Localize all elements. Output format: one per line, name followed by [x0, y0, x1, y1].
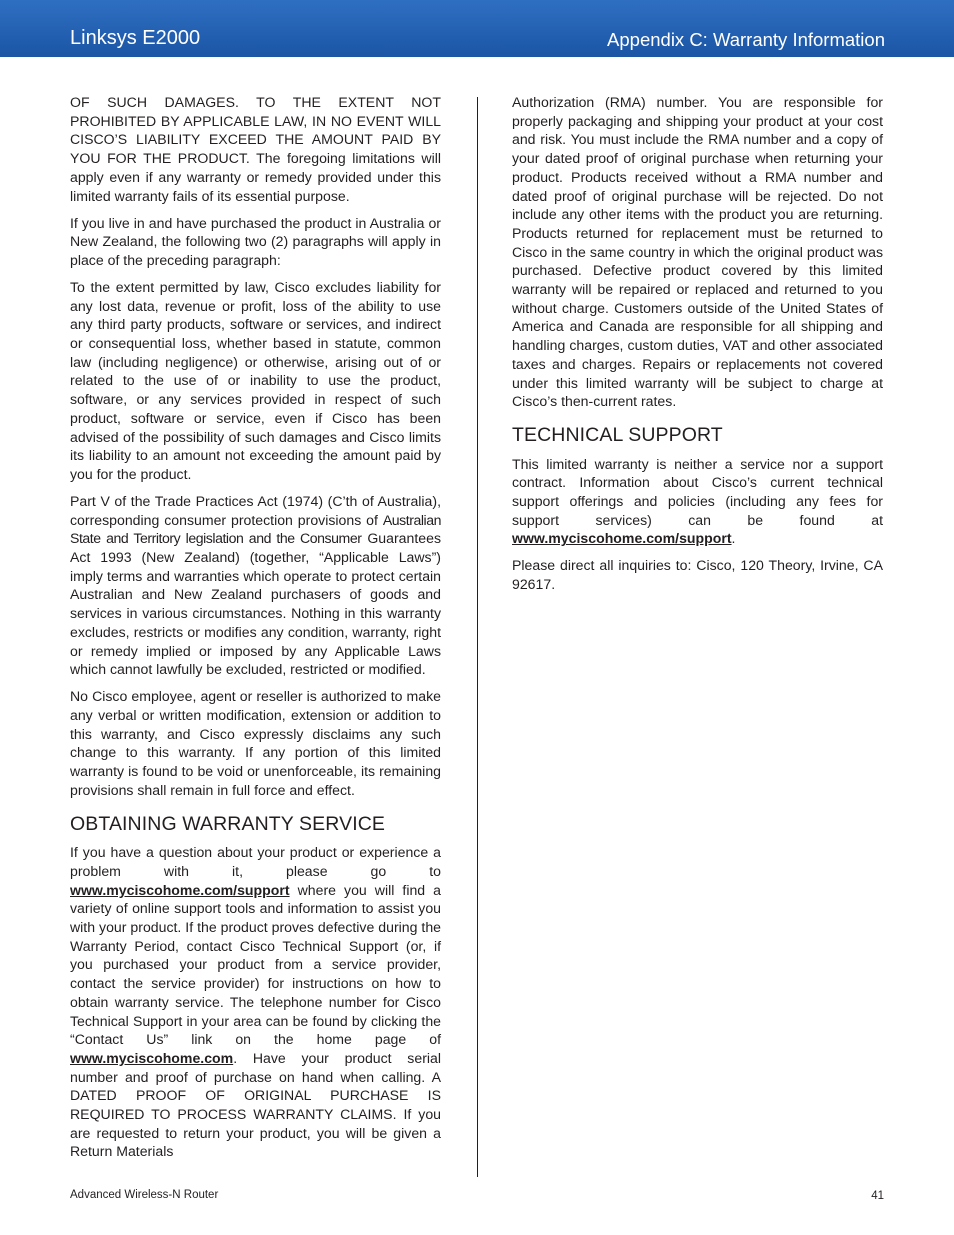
- paragraph: To the extent permitted by law, Cisco excludes liability for any lost data, revenue or profit, loss of the ability to use any third party products, software or services, and indirect or consequential loss, whether based in statute, common law (including negligence) or otherwise, arising out of or related to the use of or inability to use the product, software, or any services provided in respect of such product, software or service, even if Cisco has been advised of the possibility of such damages and Cisco limits its liability to an amount not exceeding the amount paid by you for the product.: [70, 278, 441, 482]
- product-title: Linksys E2000: [70, 27, 201, 49]
- paragraph: [512, 455, 883, 549]
- home-link[interactable]: www.myciscohome.com: [70, 1049, 234, 1066]
- text-run: . Have your product serial number and proof of purchase on hand when calling. A DATED PROOF OF ORIGINAL PURCHASE IS REQUIRED TO PROCESS WARRANTY CLAIMS. If you are requested to return your product, you will be given a Return Materials: [70, 1049, 441, 1160]
- text-run: where you will find a variety of online support tools and information to assist you with your product. If the product proves defective during the Warranty Period, contact Cisco Technical Support (or, if you purchased your product from a service provider, contact the service provider) for instructions on how to obtain warranty service. The telephone number for Cisco Technical Support in your area can be found by clicking the “Contact Us” link on the home page of: [70, 881, 441, 1048]
- page-number: 41: [871, 1190, 884, 1202]
- text-run: Part V of the Trade Practices Act (1974) (C’th of Australia), corresponding consumer protection provisions of: [70, 492, 441, 528]
- column-divider: [477, 97, 478, 1177]
- text-run: This limited warranty is neither a service nor a support contract. Information about Cisco’s current technical support offerings and policies (including any fees for support services) can be found at: [512, 455, 883, 528]
- paragraph: If you live in and have purchased the product in Australia or New Zealand, the following two (2) paragraphs will apply in place of the preceding paragraph:: [70, 214, 441, 268]
- paragraph: No Cisco employee, agent or reseller is authorized to make any verbal or written modification, extension or addition to this warranty, and Cisco expressly disclaims any such change to this warranty. If any portion of this limited warranty is found to be void or unenforceable, its remaining provisions shall remain in full force and effect.: [70, 688, 441, 798]
- left-column: [70, 93, 441, 1169]
- section-title: Appendix C: Warranty Information: [607, 29, 885, 50]
- text-run: Guarantees Act 1993 (New Zealand) (together, “Applicable Laws”) imply terms and warranties which operate to protect certain Australian and New Zealand purchasers of goods and services in various circumstances. Nothing in this warranty excludes, restricts or modifies any condition, warranty, right or remedy implied or imposed by any Applicable Laws which cannot lawfully be excluded, restricted or modified.: [70, 530, 441, 678]
- right-column: [512, 93, 883, 602]
- support-link[interactable]: www.myciscohome.com/support: [70, 881, 290, 898]
- paragraph: [70, 843, 441, 1161]
- page-header: [0, 0, 954, 57]
- section-heading: TECHNICAL SUPPORT: [512, 423, 723, 446]
- support-link[interactable]: www.myciscohome.com/support: [512, 530, 732, 547]
- footer-product: Advanced Wireless-N Router: [70, 1189, 219, 1201]
- text-run: .: [731, 530, 736, 547]
- paragraph: [70, 492, 441, 679]
- paragraph: Please direct all inquiries to: Cisco, 120 Theory, Irvine, CA 92617.: [512, 557, 883, 593]
- section-heading: OBTAINING WARRANTY SERVICE: [70, 812, 386, 835]
- text-run: If you have a question about your product or experience a problem with it, please go to: [70, 844, 441, 879]
- paragraph: OF SUCH DAMAGES. TO THE EXTENT NOT PROHIBITED BY APPLICABLE LAW, IN NO EVENT WILL CISCO’S LIABILITY EXCEED THE AMOUNT PAID BY YOU FOR THE PRODUCT. The foregoing limitations will apply even if any warranty or remedy provided under this limited warranty fails of its essential purpose.: [70, 94, 441, 204]
- paragraph: Authorization (RMA) number. You are responsible for properly packaging and shipping your product at your cost and risk. You must include the RMA number and a copy of your dated proof of original purchase when returning your product. Products received without a RMA number and dated proof of original purchase will be rejected. Do not include any other items with the product you are returning. Products returned for replacement must be returned to Cisco in the same country in which the original product was purchased. Defective product covered by this limited warranty will be repaired or replaced and returned to you without charge. Customers outside of the United States of America and Canada are responsible for all shipping and handling charges, custom duties, VAT and other associated taxes and charges. Repairs or replacements not covered under this limited warranty will be subject to charge at Cisco’s then-current rates.: [512, 94, 883, 410]
- text-run: Australian State and Territory legislation and the Consumer: [70, 511, 441, 547]
